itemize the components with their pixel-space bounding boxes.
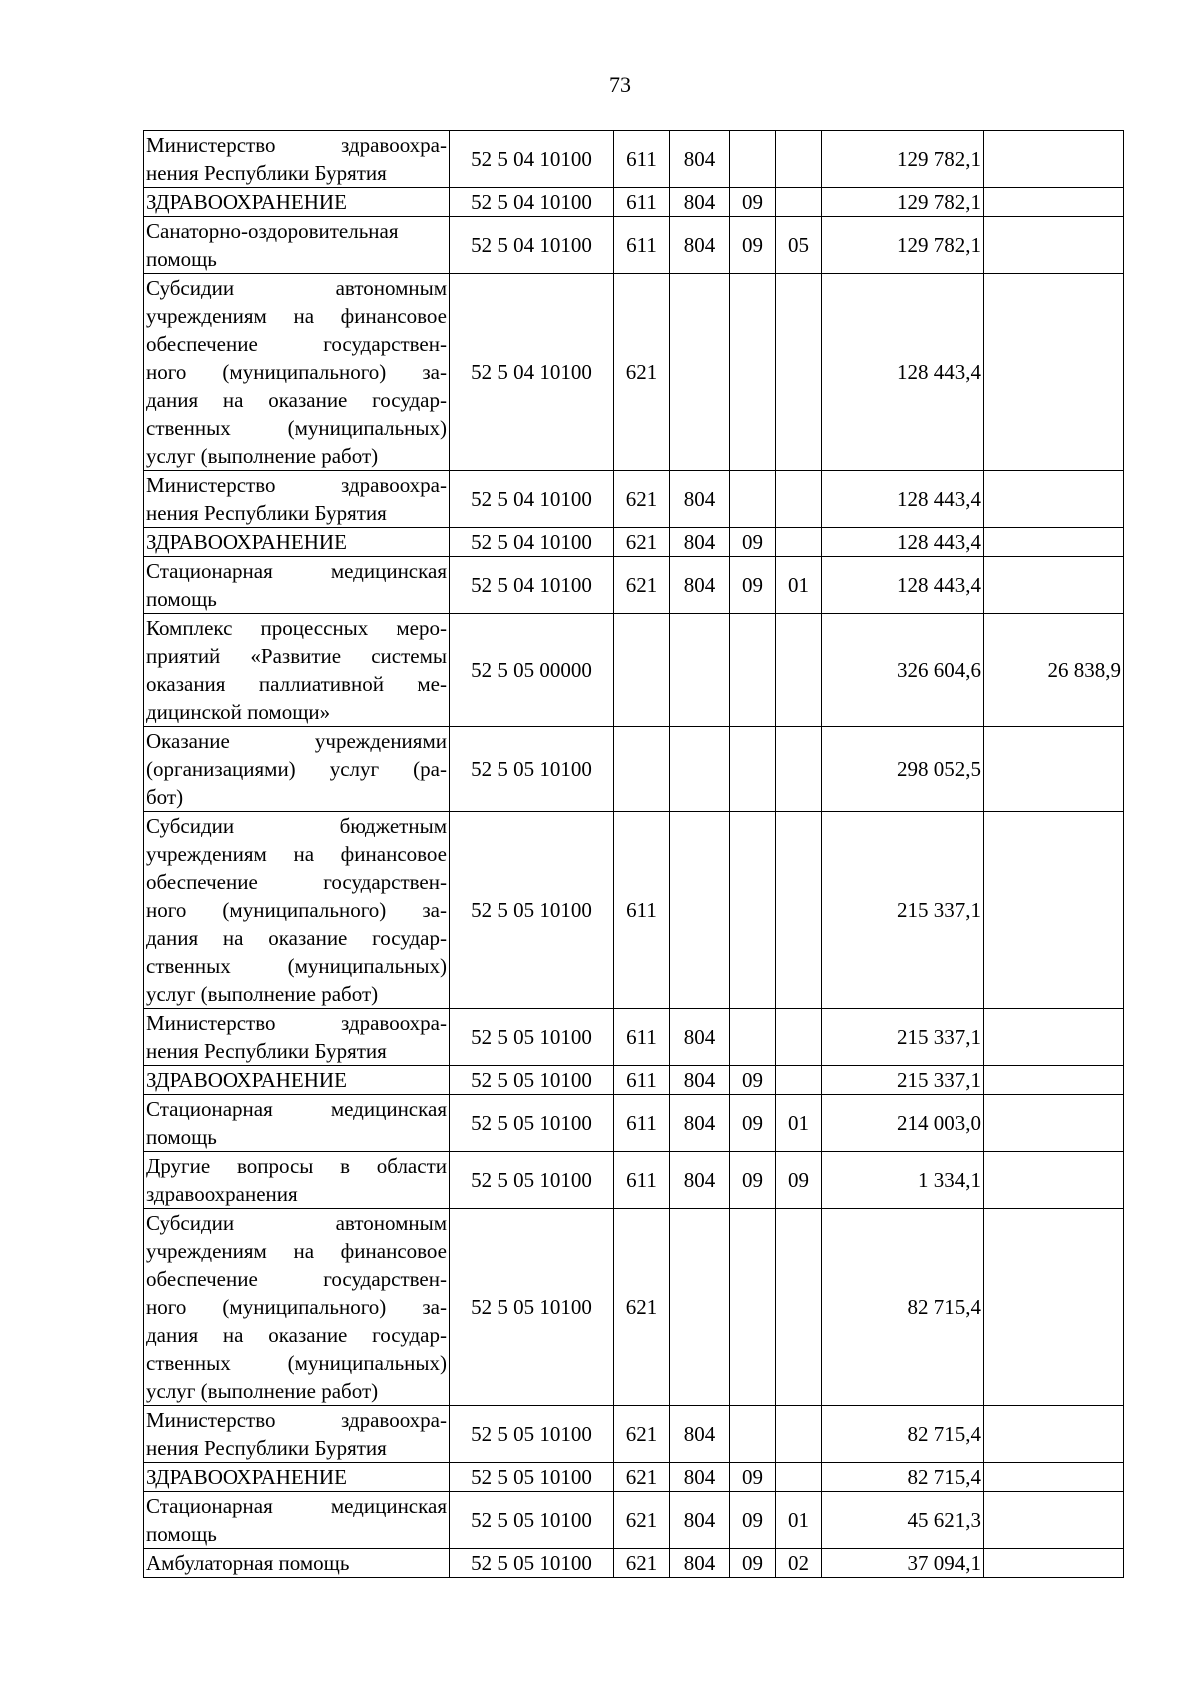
cell-section	[730, 274, 776, 471]
cell-amount: 128 443,4	[822, 528, 984, 557]
item-name-line: (организациями) услуг (ра-	[146, 757, 447, 781]
cell-section	[730, 131, 776, 188]
item-name-line: Оказание учреждениями	[146, 729, 447, 753]
cell-amount: 214 003,0	[822, 1095, 984, 1152]
cell-expense-type: 611	[614, 1152, 670, 1209]
item-name-line: нения Республики Бурятия	[146, 1039, 387, 1063]
item-name-line: Министерство здравоохра-	[146, 1408, 447, 1432]
cell-expense-type: 621	[614, 471, 670, 528]
item-name-line: ного (муниципального) за-	[146, 898, 447, 922]
cell-amount: 215 337,1	[822, 1009, 984, 1066]
item-name-line: Субсидии автономным	[146, 276, 447, 300]
cell-target-article: 52 5 05 10100	[450, 1463, 614, 1492]
item-name-line: Другие вопросы в области	[146, 1154, 447, 1178]
item-name-line: Стационарная медицинская	[146, 559, 447, 583]
cell-section	[730, 727, 776, 812]
cell-subsection	[776, 131, 822, 188]
item-name-line: ного (муниципального) за-	[146, 360, 447, 384]
cell-subsection	[776, 614, 822, 727]
cell-amount-extra	[984, 1009, 1124, 1066]
item-name-line: ЗДРАВООХРАНЕНИЕ	[146, 190, 347, 214]
table-row	[144, 188, 1124, 217]
item-name-line: помощь	[146, 1125, 217, 1149]
cell-amount: 128 443,4	[822, 471, 984, 528]
item-name-line: Санаторно-оздоровительная	[146, 219, 399, 243]
item-name-line: Субсидии бюджетным	[146, 814, 447, 838]
cell-amount: 128 443,4	[822, 274, 984, 471]
cell-ministry-code	[670, 614, 730, 727]
cell-amount-extra: 26 838,9	[984, 614, 1124, 727]
cell-target-article: 52 5 05 00000	[450, 614, 614, 727]
cell-amount-extra	[984, 557, 1124, 614]
cell-ministry-code: 804	[670, 528, 730, 557]
cell-item-name	[144, 727, 450, 812]
cell-amount: 326 604,6	[822, 614, 984, 727]
cell-amount-extra	[984, 131, 1124, 188]
item-name-line: Стационарная медицинская	[146, 1494, 447, 1518]
item-name-line: помощь	[146, 247, 217, 271]
cell-section: 09	[730, 1463, 776, 1492]
item-name-line: услуг (выполнение работ)	[146, 1379, 379, 1403]
item-name-line: дания на оказание государ-	[146, 388, 447, 412]
cell-item-name	[144, 1152, 450, 1209]
cell-subsection	[776, 1066, 822, 1095]
table-row	[144, 812, 1124, 1009]
table-row	[144, 557, 1124, 614]
table-row	[144, 1406, 1124, 1463]
cell-subsection: 05	[776, 217, 822, 274]
table-row	[144, 1463, 1124, 1492]
item-name-line: Министерство здравоохра-	[146, 1011, 447, 1035]
cell-expense-type: 621	[614, 274, 670, 471]
cell-section: 09	[730, 528, 776, 557]
cell-amount-extra	[984, 471, 1124, 528]
item-name-line: учреждениям на финансовое	[146, 842, 447, 866]
cell-subsection	[776, 727, 822, 812]
cell-item-name	[144, 1549, 450, 1578]
cell-subsection	[776, 274, 822, 471]
cell-item-name	[144, 1406, 450, 1463]
cell-subsection: 02	[776, 1549, 822, 1578]
cell-ministry-code	[670, 1209, 730, 1406]
cell-amount-extra	[984, 1406, 1124, 1463]
cell-ministry-code	[670, 274, 730, 471]
cell-subsection	[776, 1209, 822, 1406]
cell-target-article: 52 5 05 10100	[450, 1549, 614, 1578]
cell-amount-extra	[984, 274, 1124, 471]
cell-item-name	[144, 471, 450, 528]
table-row	[144, 1009, 1124, 1066]
cell-ministry-code: 804	[670, 1406, 730, 1463]
budget-table	[143, 130, 1124, 1578]
cell-section	[730, 812, 776, 1009]
cell-amount: 129 782,1	[822, 188, 984, 217]
cell-item-name	[144, 1095, 450, 1152]
cell-ministry-code: 804	[670, 1463, 730, 1492]
item-name-line: услуг (выполнение работ)	[146, 444, 379, 468]
cell-expense-type	[614, 614, 670, 727]
item-name-line: обеспечение государствен-	[146, 1267, 447, 1291]
cell-amount-extra	[984, 727, 1124, 812]
cell-target-article: 52 5 05 10100	[450, 1009, 614, 1066]
cell-subsection	[776, 1406, 822, 1463]
item-name-line: помощь	[146, 587, 217, 611]
table-row	[144, 471, 1124, 528]
cell-item-name	[144, 614, 450, 727]
cell-ministry-code: 804	[670, 1009, 730, 1066]
cell-amount-extra	[984, 1095, 1124, 1152]
table-row	[144, 217, 1124, 274]
item-name-line: ЗДРАВООХРАНЕНИЕ	[146, 1068, 347, 1092]
item-name-line: обеспечение государствен-	[146, 870, 447, 894]
cell-target-article: 52 5 04 10100	[450, 557, 614, 614]
cell-expense-type: 611	[614, 1095, 670, 1152]
cell-subsection	[776, 812, 822, 1009]
item-name-line: обеспечение государствен-	[146, 332, 447, 356]
item-name-line: Комплекс процессных меро-	[146, 616, 447, 640]
cell-subsection: 01	[776, 1095, 822, 1152]
table-row	[144, 614, 1124, 727]
cell-expense-type: 621	[614, 1492, 670, 1549]
cell-expense-type: 611	[614, 1009, 670, 1066]
cell-amount: 82 715,4	[822, 1406, 984, 1463]
table-row	[144, 1492, 1124, 1549]
cell-section: 09	[730, 1152, 776, 1209]
cell-amount-extra	[984, 528, 1124, 557]
cell-amount-extra	[984, 1066, 1124, 1095]
cell-ministry-code: 804	[670, 217, 730, 274]
item-name-line: приятий «Развитие системы	[146, 644, 447, 668]
item-name-line: дания на оказание государ-	[146, 926, 447, 950]
cell-expense-type: 621	[614, 528, 670, 557]
table-row	[144, 131, 1124, 188]
item-name-line: ственных (муниципальных)	[146, 1351, 447, 1375]
cell-target-article: 52 5 05 10100	[450, 1152, 614, 1209]
cell-item-name	[144, 1463, 450, 1492]
cell-ministry-code: 804	[670, 471, 730, 528]
cell-amount-extra	[984, 1549, 1124, 1578]
cell-item-name	[144, 217, 450, 274]
cell-ministry-code: 804	[670, 188, 730, 217]
cell-amount: 128 443,4	[822, 557, 984, 614]
cell-item-name	[144, 1009, 450, 1066]
cell-ministry-code: 804	[670, 1492, 730, 1549]
item-name-line: Министерство здравоохра-	[146, 133, 447, 157]
cell-section: 09	[730, 557, 776, 614]
cell-subsection: 09	[776, 1152, 822, 1209]
cell-expense-type: 621	[614, 1549, 670, 1578]
cell-ministry-code: 804	[670, 557, 730, 614]
cell-item-name	[144, 131, 450, 188]
cell-section	[730, 471, 776, 528]
cell-item-name	[144, 1492, 450, 1549]
cell-ministry-code: 804	[670, 131, 730, 188]
cell-item-name	[144, 528, 450, 557]
page-number: 73	[609, 72, 631, 97]
cell-subsection: 01	[776, 1492, 822, 1549]
table-row	[144, 528, 1124, 557]
table-row	[144, 1066, 1124, 1095]
cell-ministry-code	[670, 812, 730, 1009]
item-name-line: Амбулаторная помощь	[146, 1551, 350, 1575]
item-name-line: ЗДРАВООХРАНЕНИЕ	[146, 1465, 347, 1489]
cell-target-article: 52 5 05 10100	[450, 1209, 614, 1406]
item-name-line: Стационарная медицинская	[146, 1097, 447, 1121]
cell-section: 09	[730, 188, 776, 217]
item-name-line: оказания паллиативной ме-	[146, 672, 447, 696]
cell-target-article: 52 5 04 10100	[450, 131, 614, 188]
table-row	[144, 1549, 1124, 1578]
cell-subsection	[776, 1463, 822, 1492]
cell-ministry-code	[670, 727, 730, 812]
cell-expense-type: 611	[614, 1066, 670, 1095]
item-name-line: Министерство здравоохра-	[146, 473, 447, 497]
item-name-line: помощь	[146, 1522, 217, 1546]
cell-target-article: 52 5 05 10100	[450, 1095, 614, 1152]
table-row	[144, 1209, 1124, 1406]
cell-target-article: 52 5 04 10100	[450, 528, 614, 557]
item-name-line: ственных (муниципальных)	[146, 416, 447, 440]
cell-expense-type: 611	[614, 188, 670, 217]
cell-item-name	[144, 1209, 450, 1406]
cell-amount-extra	[984, 812, 1124, 1009]
cell-target-article: 52 5 05 10100	[450, 812, 614, 1009]
item-name-line: нения Республики Бурятия	[146, 1436, 387, 1460]
cell-amount-extra	[984, 1152, 1124, 1209]
cell-section: 09	[730, 1066, 776, 1095]
cell-target-article: 52 5 05 10100	[450, 727, 614, 812]
cell-expense-type: 611	[614, 217, 670, 274]
item-name-line: учреждениям на финансовое	[146, 304, 447, 328]
cell-target-article: 52 5 05 10100	[450, 1406, 614, 1463]
table-body	[144, 131, 1124, 1578]
cell-target-article: 52 5 05 10100	[450, 1492, 614, 1549]
item-name-line: Субсидии автономным	[146, 1211, 447, 1235]
cell-section: 09	[730, 1549, 776, 1578]
item-name-line: нения Республики Бурятия	[146, 501, 387, 525]
cell-subsection	[776, 188, 822, 217]
cell-target-article: 52 5 04 10100	[450, 274, 614, 471]
cell-ministry-code: 804	[670, 1549, 730, 1578]
item-name-line: ЗДРАВООХРАНЕНИЕ	[146, 530, 347, 554]
cell-amount: 82 715,4	[822, 1209, 984, 1406]
cell-section	[730, 614, 776, 727]
cell-expense-type: 621	[614, 1209, 670, 1406]
item-name-line: бот)	[146, 785, 184, 809]
cell-expense-type: 621	[614, 1463, 670, 1492]
cell-subsection: 01	[776, 557, 822, 614]
cell-ministry-code: 804	[670, 1152, 730, 1209]
item-name-line: услуг (выполнение работ)	[146, 982, 379, 1006]
cell-amount: 37 094,1	[822, 1549, 984, 1578]
item-name-line: учреждениям на финансовое	[146, 1239, 447, 1263]
cell-expense-type: 611	[614, 812, 670, 1009]
table-row	[144, 1095, 1124, 1152]
table-row	[144, 274, 1124, 471]
cell-amount-extra	[984, 1492, 1124, 1549]
table-row	[144, 1152, 1124, 1209]
cell-target-article: 52 5 04 10100	[450, 188, 614, 217]
cell-amount: 215 337,1	[822, 1066, 984, 1095]
cell-expense-type: 621	[614, 557, 670, 614]
cell-item-name	[144, 557, 450, 614]
cell-target-article: 52 5 04 10100	[450, 217, 614, 274]
cell-section: 09	[730, 1492, 776, 1549]
cell-subsection	[776, 471, 822, 528]
cell-item-name	[144, 812, 450, 1009]
cell-expense-type: 611	[614, 131, 670, 188]
cell-amount: 45 621,3	[822, 1492, 984, 1549]
cell-section	[730, 1209, 776, 1406]
cell-amount: 1 334,1	[822, 1152, 984, 1209]
cell-expense-type	[614, 727, 670, 812]
cell-subsection	[776, 528, 822, 557]
cell-ministry-code: 804	[670, 1066, 730, 1095]
table-row	[144, 727, 1124, 812]
cell-target-article: 52 5 05 10100	[450, 1066, 614, 1095]
cell-item-name	[144, 188, 450, 217]
cell-section	[730, 1009, 776, 1066]
item-name-line: нения Республики Бурятия	[146, 161, 387, 185]
item-name-line: дицинской помощи»	[146, 700, 331, 724]
cell-amount: 129 782,1	[822, 131, 984, 188]
cell-ministry-code: 804	[670, 1095, 730, 1152]
item-name-line: ственных (муниципальных)	[146, 954, 447, 978]
cell-amount: 298 052,5	[822, 727, 984, 812]
cell-amount-extra	[984, 1463, 1124, 1492]
cell-target-article: 52 5 04 10100	[450, 471, 614, 528]
cell-amount: 215 337,1	[822, 812, 984, 1009]
cell-amount-extra	[984, 217, 1124, 274]
cell-section	[730, 1406, 776, 1463]
cell-item-name	[144, 1066, 450, 1095]
cell-section: 09	[730, 217, 776, 274]
cell-amount-extra	[984, 1209, 1124, 1406]
cell-subsection	[776, 1009, 822, 1066]
cell-amount: 82 715,4	[822, 1463, 984, 1492]
cell-expense-type: 621	[614, 1406, 670, 1463]
item-name-line: здравоохранения	[146, 1182, 298, 1206]
item-name-line: ного (муниципального) за-	[146, 1295, 447, 1319]
cell-section: 09	[730, 1095, 776, 1152]
item-name-line: дания на оказание государ-	[146, 1323, 447, 1347]
cell-item-name	[144, 274, 450, 471]
cell-amount: 129 782,1	[822, 217, 984, 274]
cell-amount-extra	[984, 188, 1124, 217]
